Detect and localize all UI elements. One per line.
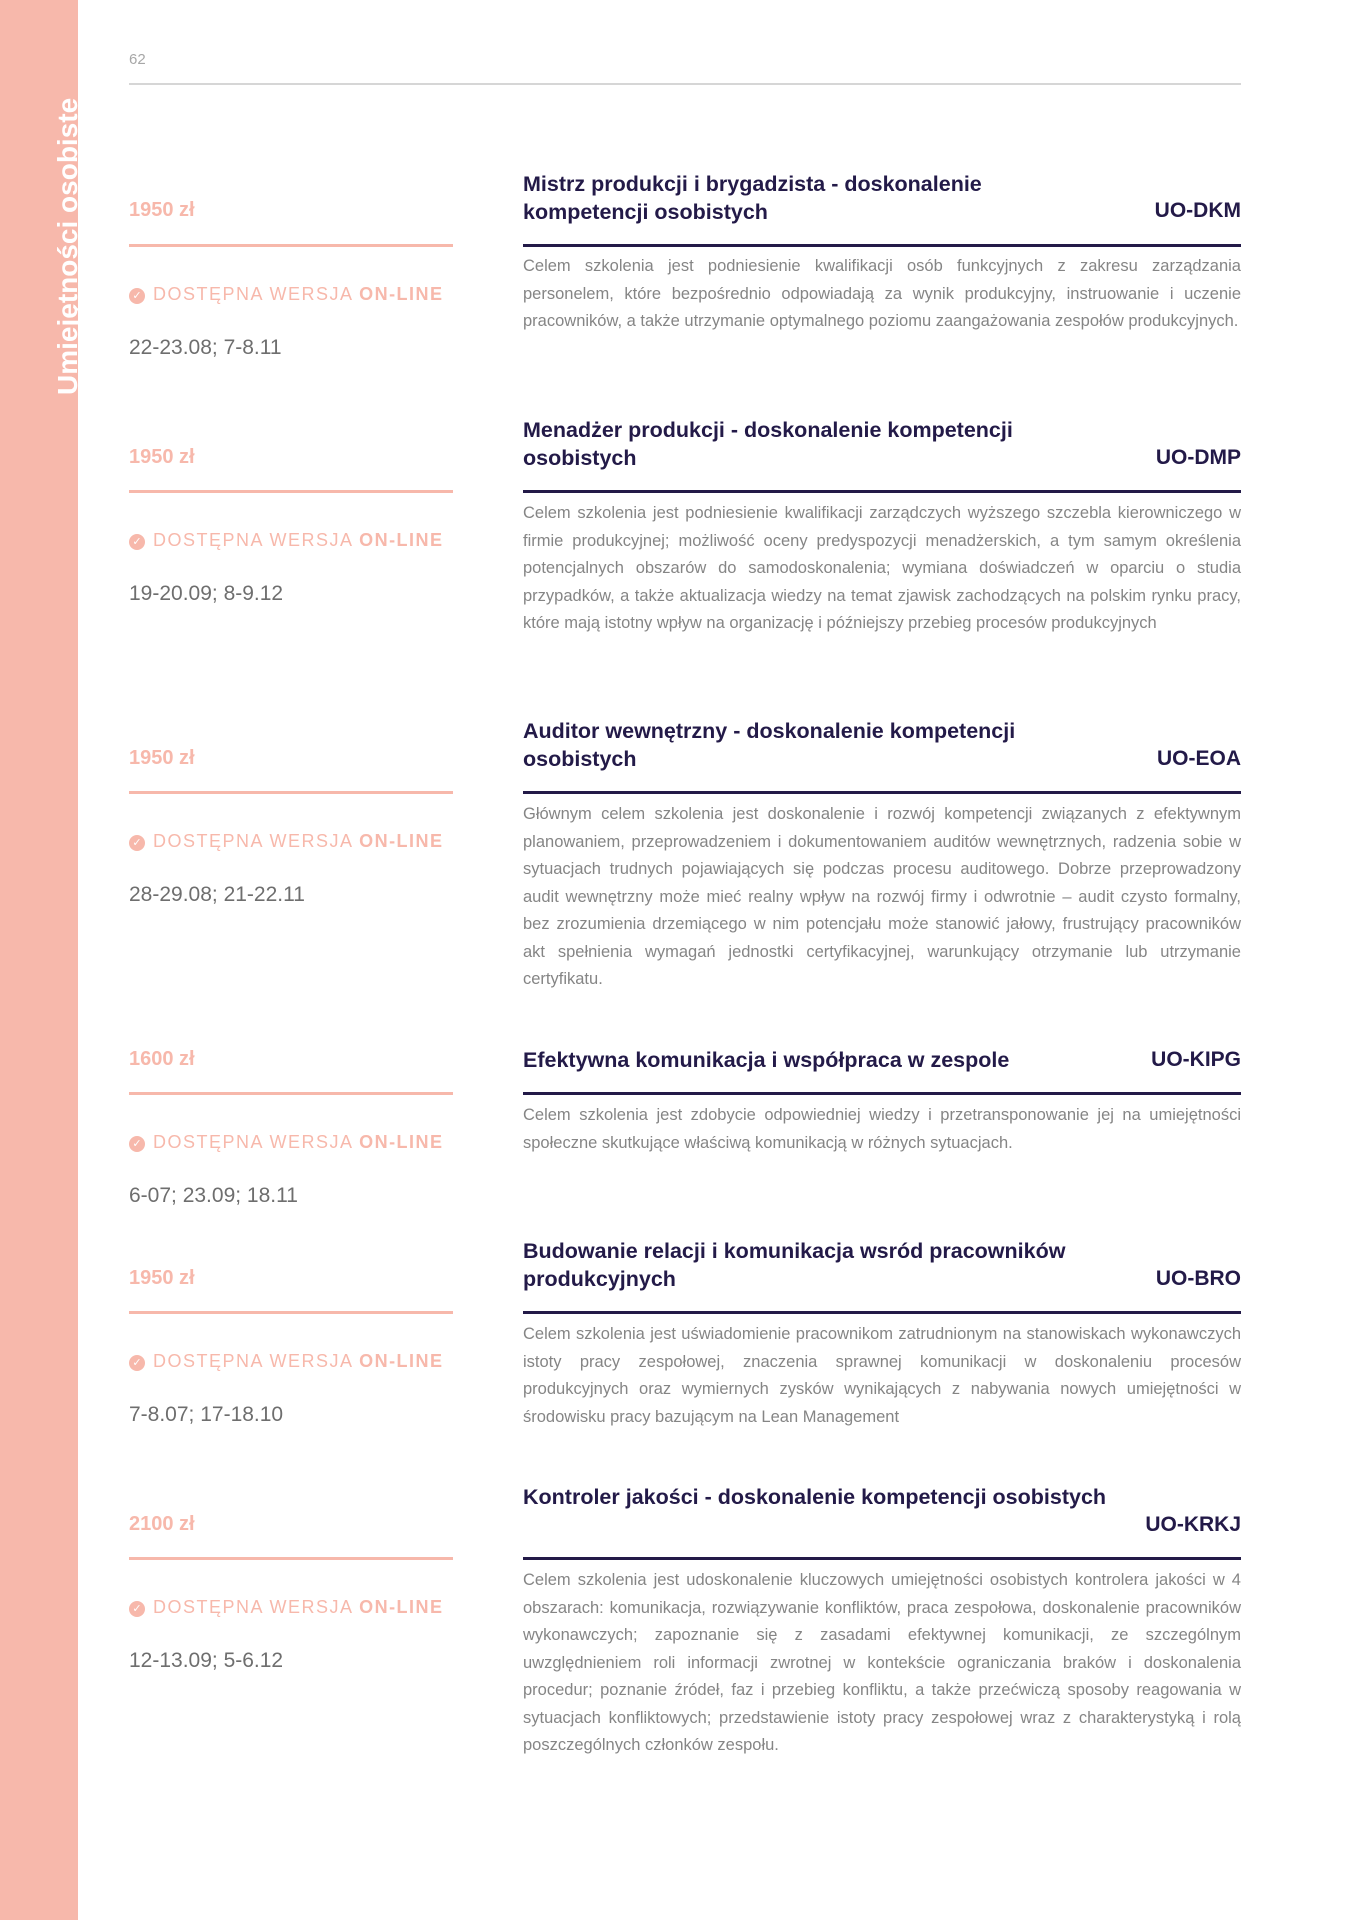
online-availability — [129, 1597, 444, 1618]
price-divider — [129, 244, 453, 247]
online-emphasis: ON-LINE — [359, 1132, 444, 1152]
course-description: Celem szkolenia jest zdobycie odpowiedniej wiedzy i przetransponowanie jej na umiejętności społeczne skutkujące właściwą komunikacją w różnych sytuacjach. — [523, 1106, 1241, 1152]
online-emphasis: ON-LINE — [359, 1351, 444, 1371]
course-dates: 6-07; 23.09; 18.11 — [129, 1184, 298, 1207]
check-circle-icon: ✓ — [129, 288, 145, 304]
online-prefix: DOSTĘPNA WERSJA — [153, 1132, 353, 1152]
title-divider — [523, 791, 1241, 794]
course-code: UO-DMP — [1155, 446, 1241, 469]
online-availability — [129, 1351, 444, 1372]
online-prefix: DOSTĘPNA WERSJA — [153, 530, 353, 550]
course-dates: 19-20.09; 8-9.12 — [129, 582, 284, 605]
online-emphasis: ON-LINE — [359, 1597, 444, 1617]
course-description: Celem szkolenia jest podniesienie kwalifikacji zarządczych wyższego szczebla kierowniczego w firmie produkcyjnej; możliwość oceny predyspozycji menadżerskich, a tym samym określenia potencjalnych obszarów do samodoskonalenia; wymiana doświadczeń w oparciu o studia przypadków, a także aktualizacja wiedzy na temat zjawisk zachodzących na polskim rynku pracy, które mają istotny wpływ na organizację i późniejszy przebieg procesów produkcyjnych — [523, 504, 1241, 632]
online-availability — [129, 1132, 444, 1153]
course-title: Efektywna komunikacja i współpraca w zespole — [523, 1048, 1010, 1072]
title-divider — [523, 1092, 1241, 1095]
top-divider — [129, 83, 1241, 85]
side-label-container — [0, 0, 83, 400]
check-circle-icon: ✓ — [129, 1136, 145, 1152]
price-divider — [129, 1092, 453, 1095]
course-title: Menadżer produkcji - doskonalenie kompetencji osobistych — [523, 418, 1013, 470]
page-number: 62 — [129, 51, 146, 68]
course-price: 2100 zł — [129, 1513, 195, 1535]
online-prefix: DOSTĘPNA WERSJA — [153, 1351, 353, 1371]
online-emphasis: ON-LINE — [359, 530, 444, 550]
course-code: UO-KIPG — [1151, 1048, 1241, 1071]
course-title: Budowanie relacji i komunikacja wsród pracowników produkcyjnych — [523, 1239, 1066, 1291]
course-price: 1950 zł — [129, 1267, 195, 1289]
price-divider — [129, 1311, 453, 1314]
course-description: Celem szkolenia jest udoskonalenie kluczowych umiejętności osobistych kontrolera jakości w 4 obszarach: komunikacja, rozwiązywanie konfliktów, praca zespołowa, doskonalenie pracowników wykonawczych; zapoznanie się z zasadami efektywnej komunikacji, ze szczególnym uwzględnieniem roli informacji zwrotnej w kontekście ograniczania braków i doskonalenia procedur; poznanie źródeł, faz i przebieg konfliktu, a także przećwiczą sposoby reagowania w sytuacjach konfliktowych; przedstawienie istoty pracy zespołowej wraz z charakterystyką i rolą poszczególnych członków zespołu. — [523, 1571, 1241, 1754]
course-dates: 22-23.08; 7-8.11 — [129, 336, 282, 359]
course-price: 1600 zł — [129, 1048, 195, 1070]
online-prefix: DOSTĘPNA WERSJA — [153, 1597, 353, 1617]
price-divider — [129, 1557, 453, 1560]
course-price: 1950 zł — [129, 199, 195, 221]
price-divider — [129, 791, 453, 794]
course-description: Celem szkolenia jest uświadomienie pracownikom zatrudnionym na stanowiskach wykonawczych istoty pracy zespołowej, znaczenia sprawnej komunikacji w doskonaleniu procesów produkcyjnych oraz wymiernych zysków wynikających z nabywania nowych umiejętności w środowisku pracy bazującym na Lean Management — [523, 1325, 1241, 1426]
course-code: UO-KRKJ — [1145, 1513, 1241, 1536]
check-circle-icon: ✓ — [129, 1601, 145, 1617]
course-dates: 12-13.09; 5-6.12 — [129, 1649, 284, 1672]
online-availability — [129, 831, 444, 852]
online-prefix: DOSTĘPNA WERSJA — [153, 831, 353, 851]
course-description: Celem szkolenia jest podniesienie kwalifikacji osób funkcyjnych z zakresu zarządzania personelem, które bezpośrednio odpowiadają za wynik produkcyjny, instruowanie i uczenie pracowników, a także utrzymanie optymalnego poziomu zaangażowania zespołów produkcyjnych. — [523, 257, 1241, 330]
course-title: Kontroler jakości - doskonalenie kompetencji osobistych — [523, 1485, 1107, 1509]
course-code: UO-BRO — [1155, 1267, 1241, 1290]
course-code: UO-EOA — [1157, 747, 1241, 770]
check-circle-icon: ✓ — [129, 835, 145, 851]
course-price: 1950 zł — [129, 446, 195, 468]
title-divider — [523, 244, 1241, 247]
online-availability — [129, 284, 444, 305]
course-dates: 7-8.07; 17-18.10 — [129, 1403, 284, 1426]
online-prefix: DOSTĘPNA WERSJA — [153, 284, 353, 304]
online-emphasis: ON-LINE — [359, 284, 444, 304]
check-circle-icon: ✓ — [129, 1355, 145, 1371]
course-dates: 28-29.08; 21-22.11 — [129, 883, 305, 906]
online-emphasis: ON-LINE — [359, 831, 444, 851]
online-availability — [129, 530, 444, 551]
course-price: 1950 zł — [129, 747, 195, 769]
title-divider — [523, 490, 1241, 493]
course-code: UO-DKM — [1154, 199, 1241, 222]
title-divider — [523, 1311, 1241, 1314]
title-divider — [523, 1557, 1241, 1560]
price-divider — [129, 490, 453, 493]
side-label: Umiejętności osobiste — [52, 97, 83, 395]
course-title: Auditor wewnętrzny - doskonalenie kompetencji osobistych — [523, 719, 1016, 771]
check-circle-icon: ✓ — [129, 534, 145, 550]
course-description: Głównym celem szkolenia jest doskonalenie i rozwój kompetencji związanych z efektywnym planowaniem, przeprowadzeniem i dokumentowaniem auditów wewnętrznych, radzenia sobie w sytuacjach trudnych pojawiających się podczas procesu auditowego. Dobrze przeprowadzony audit wewnętrzny może mieć realny wpływ na rozwój firmy i odwrotnie – audit czysto formalny, bez zrozumienia drzemiącego w nim potencjału może stanowić jałowy, frustrujący pracowników akt spełnienia wymagań jednostki certyfikacyjnej, warunkujący otrzymanie lub utrzymanie certyfikatu. — [523, 805, 1241, 988]
course-title: Mistrz produkcji i brygadzista - doskonalenie kompetencji osobistych — [523, 172, 982, 224]
